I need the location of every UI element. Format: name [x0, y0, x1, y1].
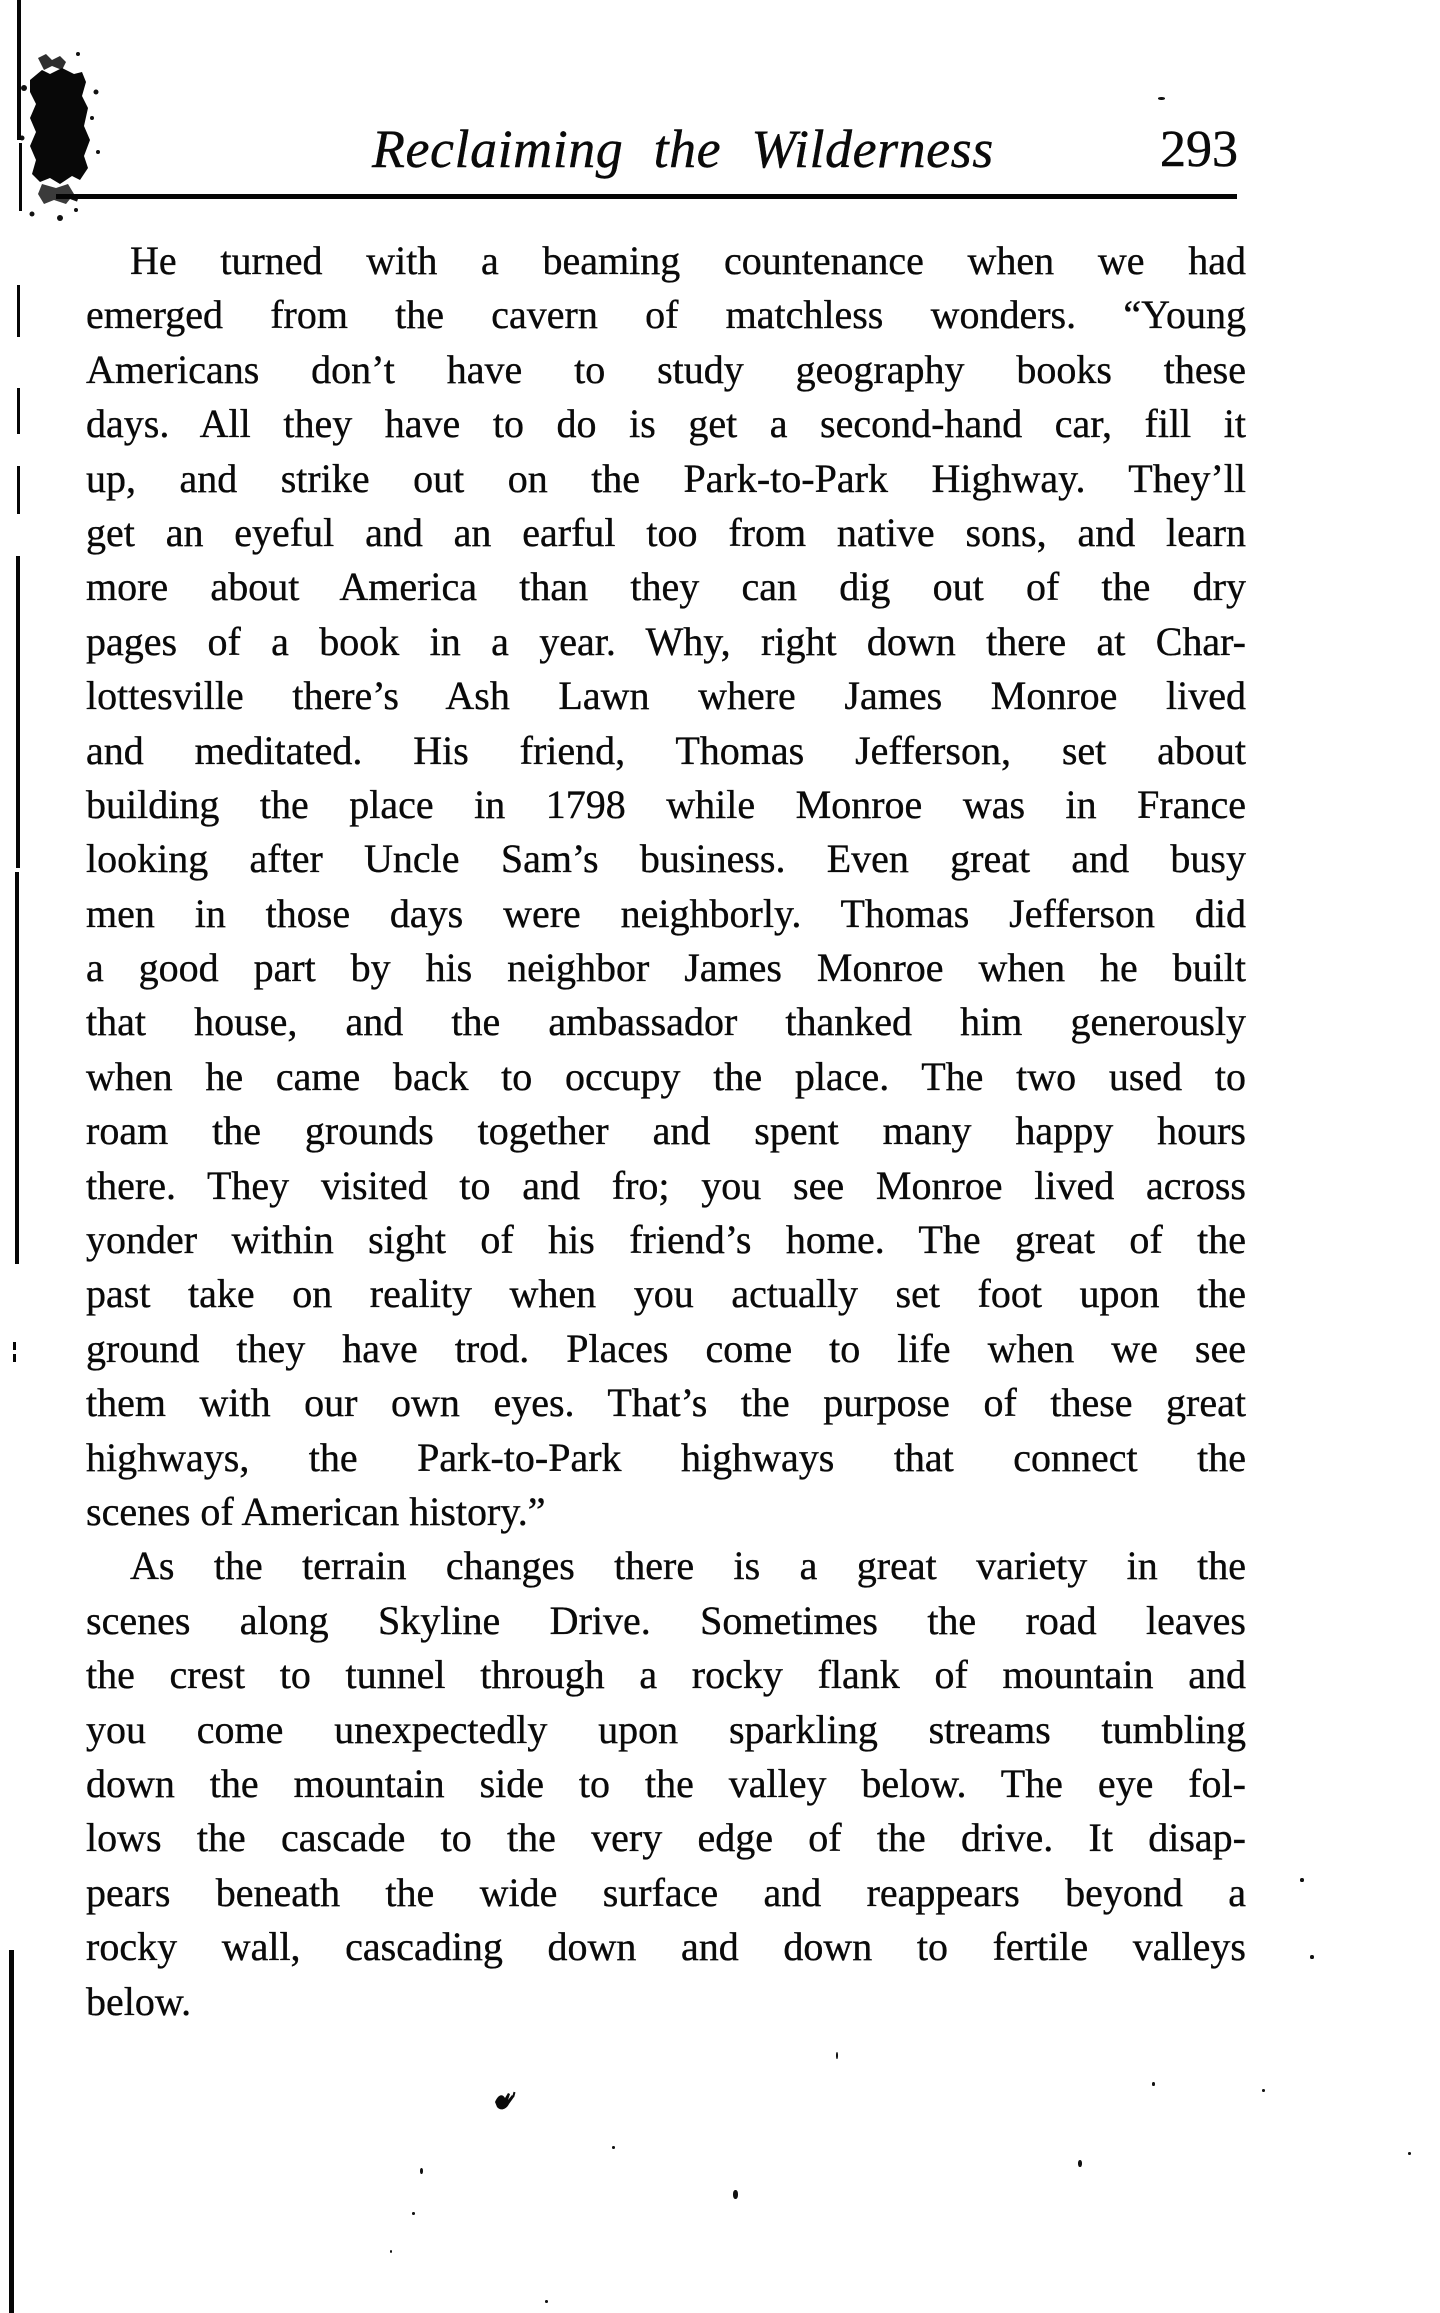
text-line: that house, and the ambassador thanked him generously — [86, 999, 1246, 1045]
page-edge-line — [13, 1342, 16, 1350]
text-line: when he came back to occupy the place. The two used to — [86, 1053, 1246, 1099]
page-edge-line — [17, 0, 21, 140]
text-line: them with our own eyes. That’s the purpose of these great — [86, 1380, 1246, 1426]
page-edge-line — [19, 143, 22, 211]
scan-speck — [420, 2168, 423, 2174]
text-line: pages of a book in a year. Why, right down there at Char- — [86, 618, 1246, 664]
text-line: building the place in 1798 while Monroe was in France — [86, 781, 1246, 827]
text-line: scenes of American history.” — [86, 1488, 546, 1534]
text-line: highways, the Park-to-Park highways that connect the — [86, 1434, 1246, 1480]
text-line: get an eyeful and an earful too from native sons, and learn — [86, 509, 1246, 555]
body-text-block — [86, 234, 1246, 2029]
scan-speck — [390, 2250, 392, 2253]
scan-speck — [1152, 2082, 1155, 2086]
text-line: emerged from the cavern of matchless wonders. “Young — [86, 292, 1246, 338]
scan-speck — [1408, 2152, 1411, 2155]
scan-speck — [1078, 2160, 1082, 2167]
page-number: 293 — [1160, 121, 1238, 178]
scan-speck — [1310, 1955, 1314, 1959]
text-line: the crest to tunnel through a rocky flank of mountain and — [86, 1652, 1246, 1698]
text-line: ground they have trod. Places come to life when we see — [86, 1325, 1246, 1371]
page-edge-line — [15, 872, 19, 1264]
text-line: below. — [86, 1978, 192, 2024]
text-line: men in those days were neighborly. Thomas Jefferson did — [86, 890, 1246, 936]
text-line: yonder within sight of his friend’s home. The great of the — [86, 1217, 1246, 1263]
header-rule — [56, 194, 1237, 199]
ink-blot — [12, 48, 108, 228]
scan-speck — [1158, 97, 1165, 100]
text-line: past take on reality when you actually set foot upon the — [86, 1271, 1246, 1317]
text-line: there. They visited to and fro; you see Monroe lived across — [86, 1162, 1246, 1208]
scan-speck — [1300, 1878, 1304, 1882]
text-line: rocky wall, cascading down and down to fertile valleys — [86, 1924, 1246, 1970]
page-edge-line — [17, 285, 20, 337]
text-line: a good part by his neighbor James Monroe when he built — [86, 945, 1246, 991]
text-line: As the terrain changes there is a great variety in the — [130, 1543, 1246, 1589]
text-line: up, and strike out on the Park-to-Park Highway. They’ll — [86, 455, 1246, 501]
page-edge-line — [17, 466, 20, 514]
text-line: He turned with a beaming countenance when we had — [130, 238, 1246, 283]
page-edge-line — [13, 1354, 16, 1362]
page-edge-line — [9, 1950, 14, 2313]
scan-speck — [733, 2190, 738, 2199]
page-edge-line — [16, 556, 20, 868]
text-line: down the mountain side to the valley below. The eye fol- — [86, 1760, 1246, 1806]
text-line: you come unexpectedly upon sparkling streams tumbling — [86, 1706, 1246, 1752]
text-line: lottesville there’s Ash Lawn where James Monroe lived — [86, 673, 1246, 719]
scan-speck — [612, 2146, 615, 2149]
text-line: lows the cascade to the very edge of the drive. It disap- — [86, 1815, 1246, 1861]
scan-speck — [836, 2052, 838, 2059]
scan-speck — [545, 2300, 548, 2303]
running-head-title: Reclaiming the Wilderness — [372, 119, 994, 179]
scan-speck — [412, 2212, 415, 2215]
text-line: Americans don’t have to study geography books these — [86, 346, 1246, 392]
scan-speck — [1262, 2089, 1265, 2092]
text-line: more about America than they can dig out of the dry — [86, 564, 1246, 610]
text-line: pears beneath the wide surface and reappears beyond a — [86, 1869, 1246, 1915]
text-line: scenes along Skyline Drive. Sometimes the road leaves — [86, 1597, 1246, 1643]
text-line: days. All they have to do is get a second-hand car, fill it — [86, 401, 1246, 447]
page-edge-line — [17, 388, 20, 434]
text-line: roam the grounds together and spent many happy hours — [86, 1108, 1246, 1154]
text-line: looking after Uncle Sam’s business. Even great and busy — [86, 836, 1246, 882]
text-line: and meditated. His friend, Thomas Jefferson, set about — [86, 727, 1246, 773]
ink-mark — [492, 2090, 520, 2116]
